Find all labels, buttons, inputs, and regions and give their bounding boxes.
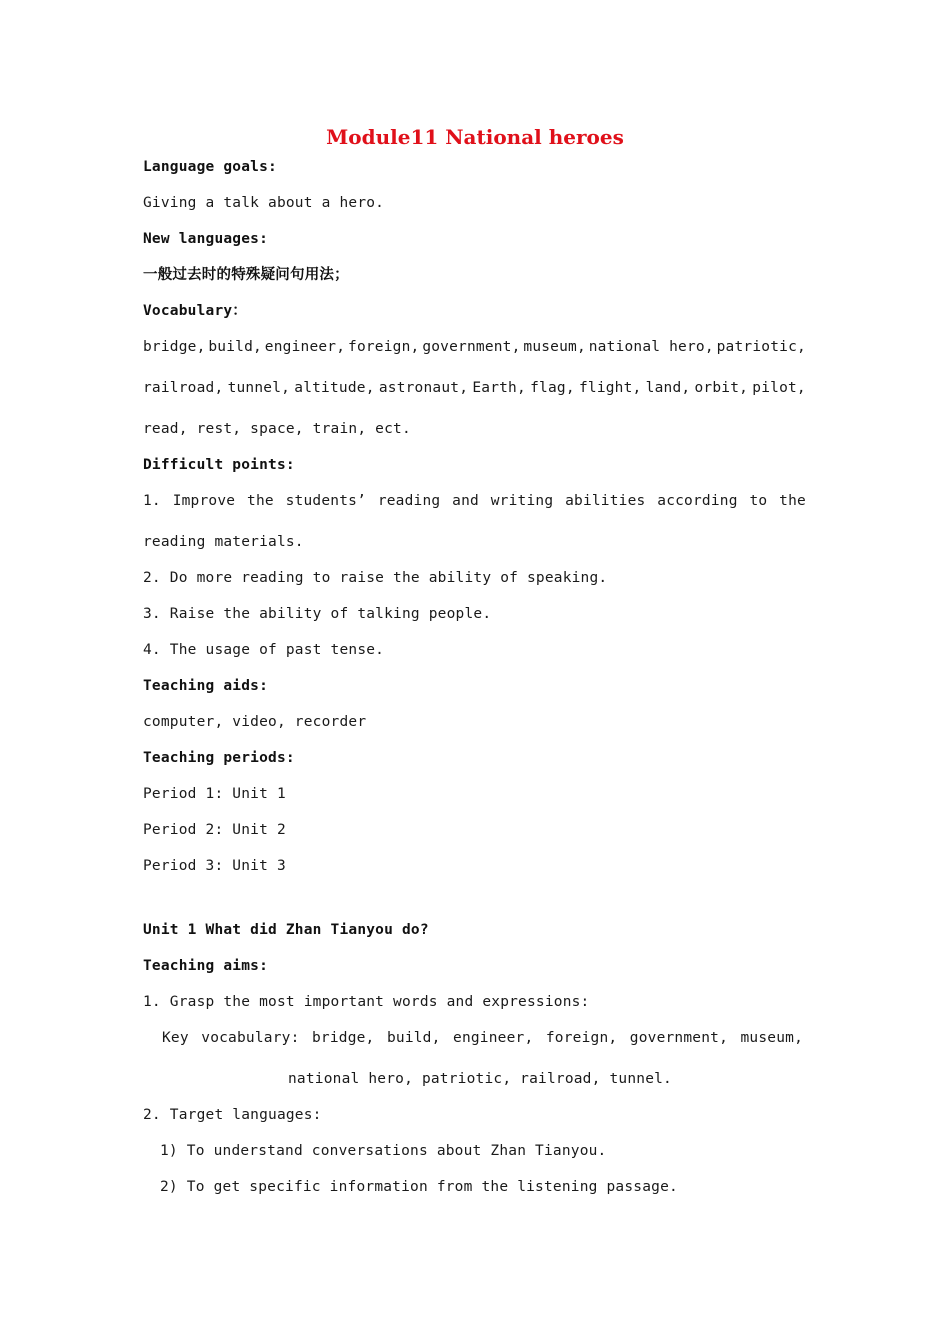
language-goals-heading: Language goals:	[143, 159, 277, 175]
word: museum,	[740, 1030, 803, 1046]
vocab-word: tunnel,	[227, 380, 291, 396]
word: 1.	[143, 493, 161, 509]
word: according	[657, 493, 738, 509]
vocab-word: foreign,	[348, 339, 420, 355]
unit1-heading: Unit 1 What did Zhan Tianyou do?	[143, 922, 429, 938]
vocab-word: flight,	[578, 380, 642, 396]
teaching-aids-text: computer, video, recorder	[143, 714, 367, 730]
vocab-word: railroad,	[143, 380, 224, 396]
word: build,	[386, 1030, 441, 1046]
word: abilities	[565, 493, 646, 509]
word: Improve	[172, 493, 236, 509]
difficult-point-4: 4. The usage of past tense.	[143, 642, 385, 658]
vocabulary-line-1	[143, 337, 806, 357]
teaching-aids-heading: Teaching aids:	[143, 678, 269, 694]
key-vocabulary-line-2: national hero, patriotic, railroad, tunnel.	[288, 1071, 672, 1087]
new-languages-heading: New languages:	[143, 231, 269, 247]
difficult-points-heading: Difficult points:	[143, 457, 295, 473]
word: writing	[490, 493, 554, 509]
vocab-word: Earth,	[472, 380, 526, 396]
vocab-word: patriotic,	[716, 339, 806, 355]
vocab-word: astronaut,	[378, 380, 469, 396]
vocab-word: land,	[645, 380, 691, 396]
word: students’	[285, 493, 366, 509]
difficult-point-3: 3. Raise the ability of talking people.	[143, 606, 492, 622]
vocab-word: national hero,	[588, 339, 714, 355]
document-title: Module11 National heroes	[326, 125, 624, 149]
word: foreign,	[545, 1030, 618, 1046]
teaching-period-2: Period 2: Unit 2	[143, 822, 286, 838]
vocab-word: flag,	[530, 380, 575, 396]
vocab-word: altitude,	[294, 380, 375, 396]
word: and	[452, 493, 479, 509]
difficult-point-1-line-1	[143, 491, 806, 511]
teaching-aims-heading: Teaching aims:	[143, 958, 269, 974]
teaching-aim-2-sub-1: 1) To understand conversations about Zhan Tianyou.	[160, 1143, 607, 1159]
vocab-word: engineer,	[264, 339, 346, 355]
teaching-period-1: Period 1: Unit 1	[143, 786, 286, 802]
word: to	[749, 493, 768, 509]
vocab-word: government,	[422, 339, 521, 355]
word: the	[779, 493, 806, 509]
new-languages-grammar: 一般过去时的特殊疑问句用法；	[143, 267, 349, 283]
vocab-word: pilot,	[752, 380, 806, 396]
word: engineer,	[453, 1030, 534, 1046]
language-goals-text: Giving a talk about a hero.	[143, 195, 385, 211]
word: bridge,	[311, 1030, 375, 1046]
difficult-point-2: 2. Do more reading to raise the ability of speaking.	[143, 570, 608, 586]
teaching-aim-2: 2. Target languages:	[143, 1107, 322, 1123]
difficult-point-1-line-2: reading materials.	[143, 534, 304, 550]
vocabulary-heading: Vocabulary：	[143, 303, 247, 319]
word: reading	[377, 493, 441, 509]
teaching-aim-2-sub-2: 2) To get specific information from the listening passage.	[160, 1179, 678, 1195]
vocab-word: build,	[208, 339, 262, 355]
vocabulary-line-3: read, rest, space, train, ect.	[143, 421, 411, 437]
teaching-period-3: Period 3: Unit 3	[143, 858, 286, 874]
key-vocabulary-line-1	[162, 1028, 803, 1048]
vocabulary-line-2	[143, 378, 806, 398]
vocab-word: bridge,	[143, 339, 206, 355]
word: the	[247, 493, 274, 509]
word: government,	[629, 1030, 729, 1046]
word: Key	[162, 1030, 189, 1046]
teaching-periods-heading: Teaching periods:	[143, 750, 295, 766]
teaching-aim-1: 1. Grasp the most important words and expressions:	[143, 994, 590, 1010]
vocab-word: orbit,	[694, 380, 749, 396]
vocab-word: museum,	[523, 339, 586, 355]
word: vocabulary:	[201, 1030, 300, 1046]
